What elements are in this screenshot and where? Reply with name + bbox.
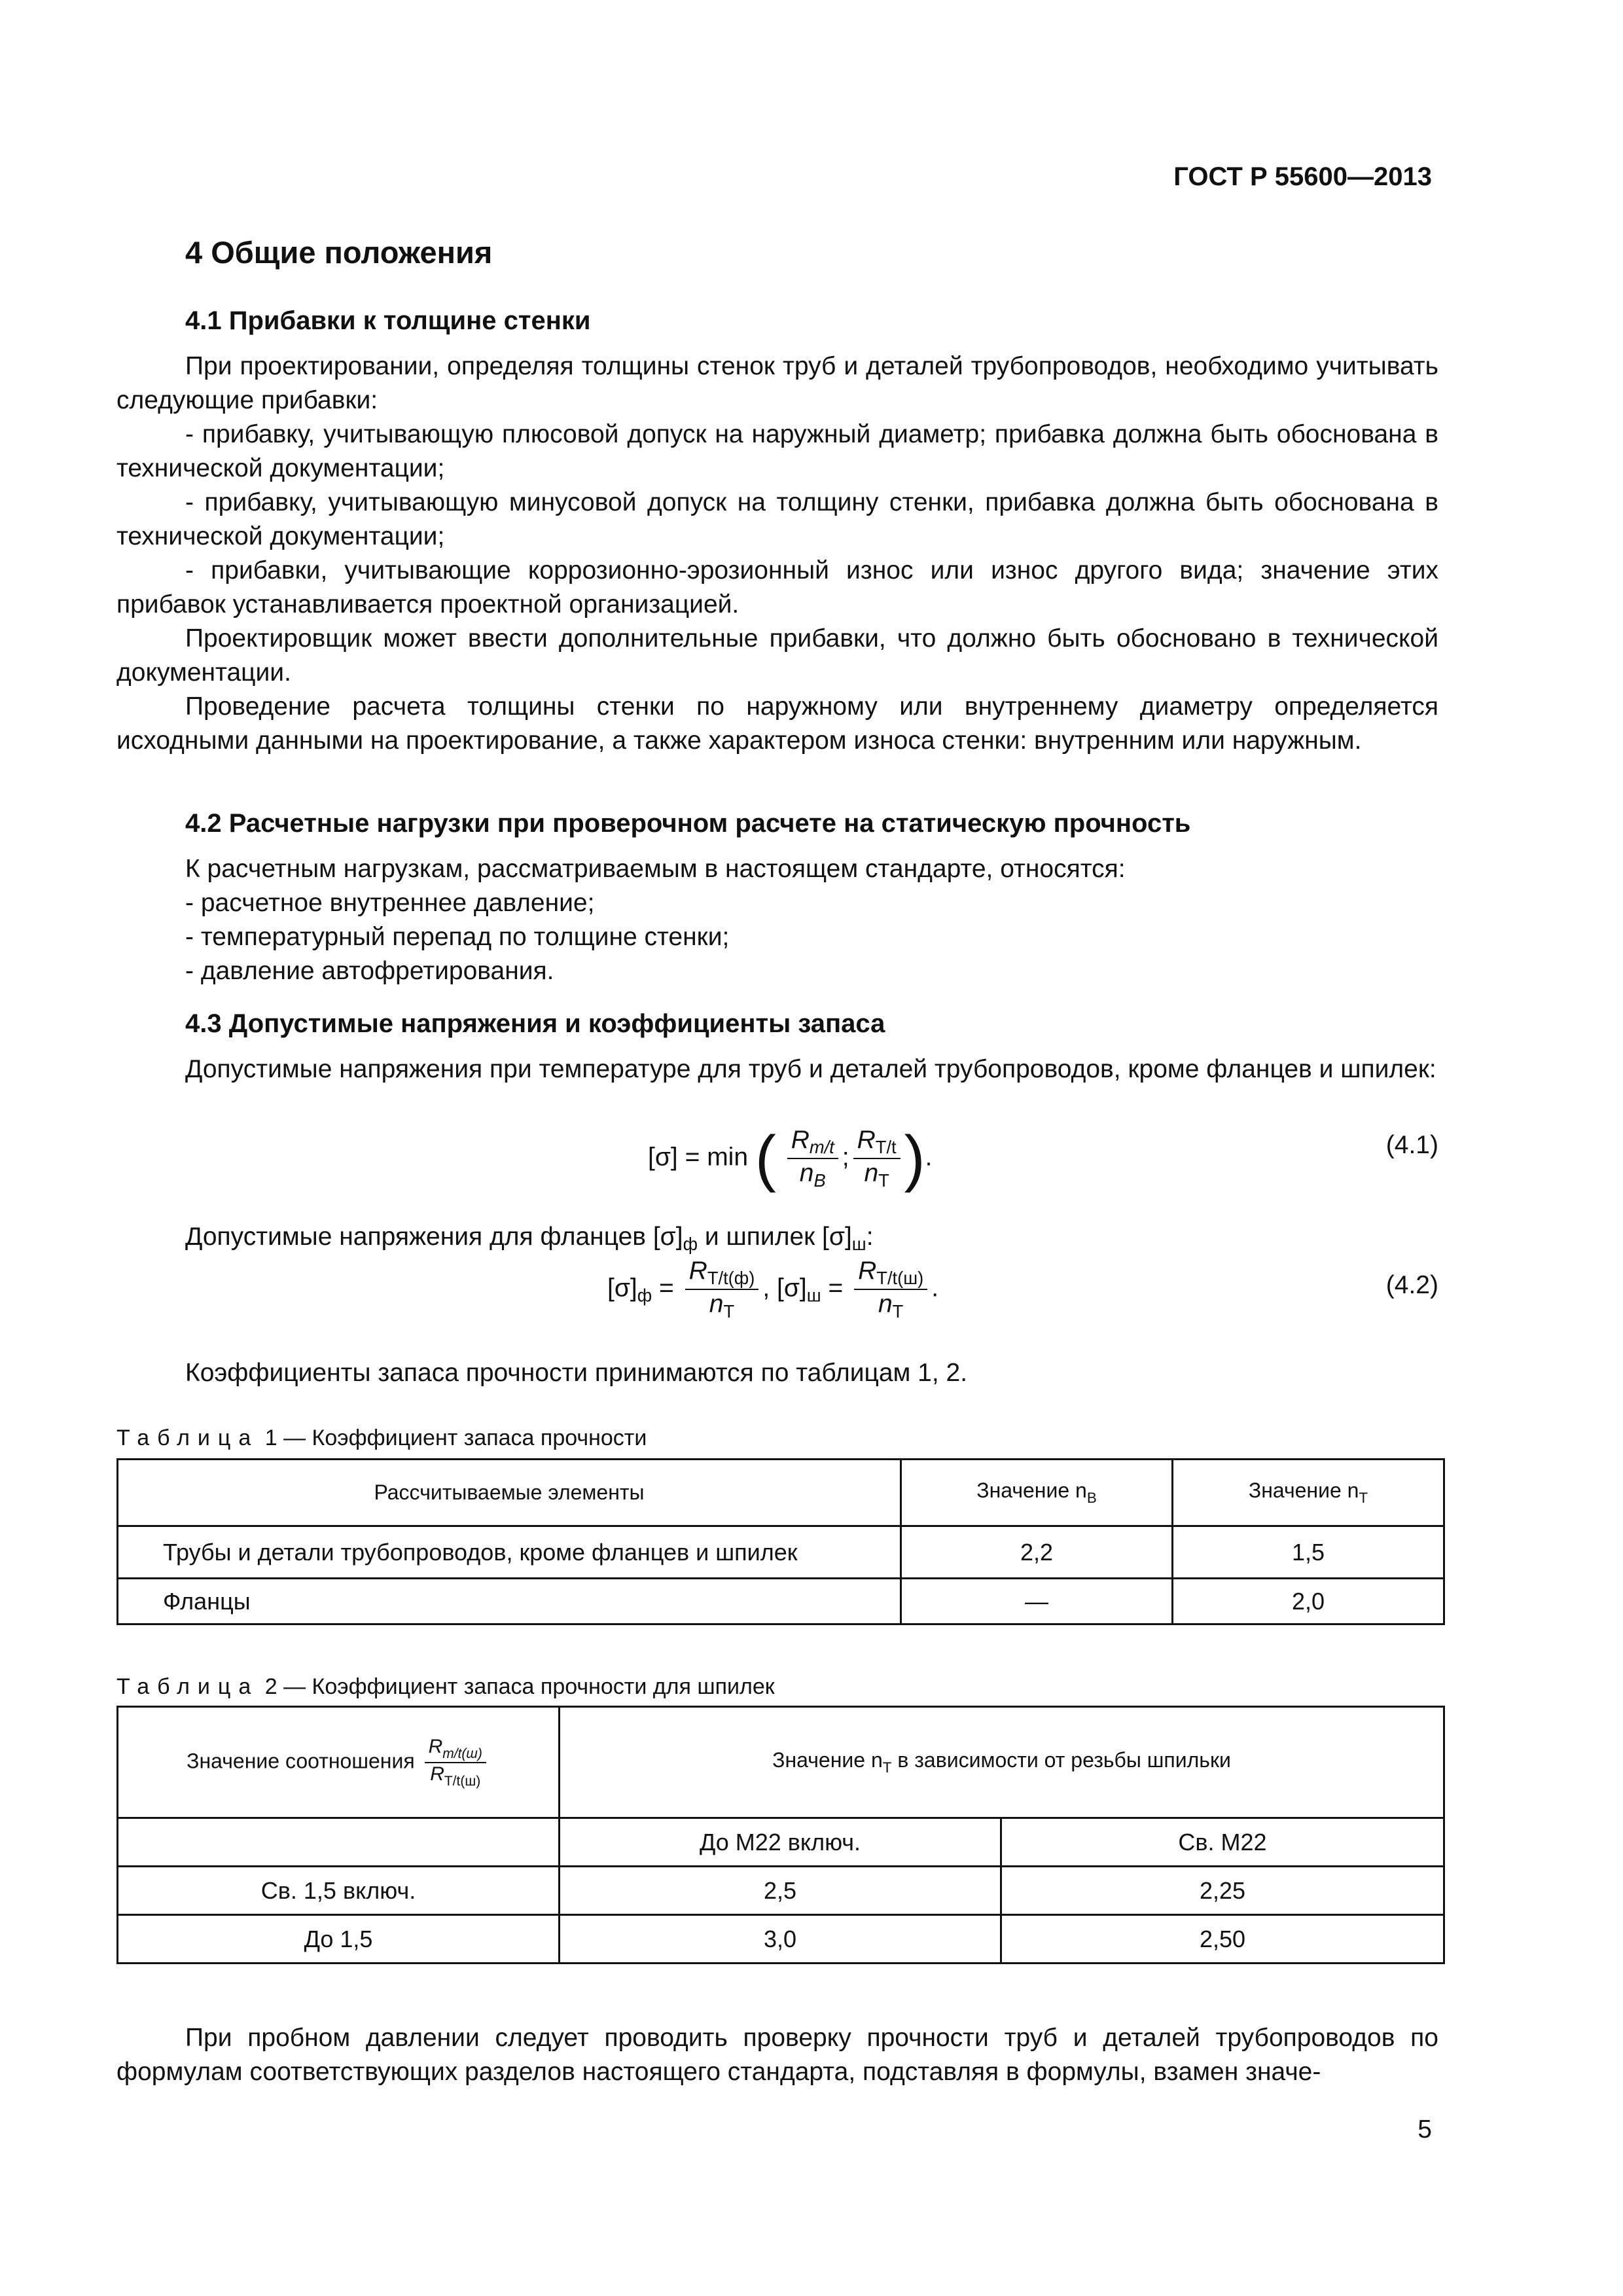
paragraph: При пробном давлении следует проводить проверку прочности труб и деталей трубопроводов по формулам соответствующих разделов настоящего стандарта, подставляя в формулы, взамен значе- xyxy=(116,2024,1438,2086)
formula-4-2: $[\sigma]_ф$ = $\frac{R_{T/t(ф)}}{n_T}$ , $[\sigma]_ш$ = $\frac{R_{T/t(ш)}}{n_T}$ . xyxy=(607,1257,939,1321)
fraction: $\frac{R_{m/t(ш)}}{R_{T/t(ш)}}$ xyxy=(425,1736,486,1789)
paragraph: При проектировании, определяя толщины стенок труб и деталей трубопроводов, необходимо учитывать следующие прибавки: xyxy=(116,352,1438,414)
paragraph: Допустимые напряжения при температуре для труб и деталей трубопроводов, кроме фланцев и шпилек: xyxy=(185,1055,1436,1083)
subsection-4-2-title: 4.2 Расчетные нагрузки при проверочном расчете на статическую прочность xyxy=(185,809,1191,838)
paragraph: Коэффициенты запаса прочности принимаются по таблицам 1, 2. xyxy=(185,1359,968,1387)
table-header: Значение $n_Т$ xyxy=(1173,1460,1444,1526)
table-2-caption: Таблица 2 — Коэффициент запаса прочности для шпилек xyxy=(116,1674,775,1699)
list-item: - температурный перепад по толщине стенки; xyxy=(185,923,730,951)
table-row: Трубы и детали трубопроводов, кроме фланцев и шпилек 2,2 1,5 xyxy=(118,1526,1444,1579)
equation-number: (4.1) xyxy=(1385,1131,1438,1159)
page-number: 5 xyxy=(1418,2115,1432,2144)
table-row: Фланцы — 2,0 xyxy=(118,1579,1444,1624)
paragraph: - прибавку, учитывающую минусовой допуск на толщину стенки, прибавка должна быть обоснована в технической документации; xyxy=(116,488,1438,550)
table-row: До 1,5 3,0 2,50 xyxy=(118,1915,1444,1964)
paragraph: - прибавку, учитывающую плюсовой допуск на наружный диаметр; прибавка должна быть обоснована в технической документации; xyxy=(116,420,1438,482)
section-title: 4 Общие положения xyxy=(185,235,493,270)
subsection-4-1-title: 4.1 Прибавки к толщине стенки xyxy=(185,306,591,335)
equation-number: (4.2) xyxy=(1385,1271,1438,1299)
paragraph: К расчетным нагрузкам, рассматриваемым в настоящем стандарте, относятся: xyxy=(185,855,1126,883)
table-2 xyxy=(116,1706,1445,1964)
paragraph: Проектировщик может ввести дополнительные прибавки, что должно быть обосновано в технической документации. xyxy=(116,624,1438,687)
list-item: - давление автофретирования. xyxy=(185,957,554,985)
fraction: $\frac{R_{T/t(ш)}}{n_T}$ xyxy=(854,1257,927,1322)
table-header: Значение $n_Т$ в зависимости от резьбы шпильки xyxy=(560,1707,1444,1818)
table-subheader: Св. М22 xyxy=(1001,1818,1444,1867)
list-item: - расчетное внутреннее давление; xyxy=(185,889,595,917)
paragraph: Допустимые напряжения для фланцев $[\sigma]_ф$ и шпилек $[\sigma]_ш$: xyxy=(185,1223,874,1254)
subsection-4-3-title: 4.3 Допустимые напряжения и коэффициенты запаса xyxy=(185,1009,885,1038)
fraction: $\frac{R_{m/t}}{n_B}$ xyxy=(787,1126,838,1191)
table-header: Значение $n_В$ xyxy=(901,1460,1173,1526)
table-1 xyxy=(116,1458,1445,1625)
table-1-caption: Таблица 1 — Коэффициент запаса прочности xyxy=(116,1426,647,1450)
document-id: ГОСТ Р 55600—2013 xyxy=(1173,162,1432,191)
table-header: Значение соотношения $\frac{R_{m/t(ш)}}{R_{T/t(ш)}}$ xyxy=(118,1707,560,1818)
fraction: $\frac{R_{T/t(ф)}}{n_T}$ xyxy=(685,1257,759,1322)
table-row: Св. 1,5 включ. 2,5 2,25 xyxy=(118,1867,1444,1915)
paragraph: Проведение расчета толщины стенки по наружному или внутреннему диаметру определяется исходными данными на проектирование, а также характером износа стенки: внутренним или наружным. xyxy=(116,692,1438,755)
table-header: Рассчитываемые элементы xyxy=(118,1460,901,1526)
formula-4-1: [σ] = min ( $\frac{R_{m/t}}{n_B}$ ; $\frac{R_{T/t}}{n_T}$ ). xyxy=(648,1123,933,1193)
table-subheader: До М22 включ. xyxy=(560,1818,1001,1867)
fraction: $\frac{R_{T/t}}{n_T}$ xyxy=(853,1126,901,1191)
paragraph: - прибавки, учитывающие коррозионно-эрозионный износ или износ другого вида; значение этих прибавок устанавливается проектной организацией. xyxy=(116,556,1438,619)
